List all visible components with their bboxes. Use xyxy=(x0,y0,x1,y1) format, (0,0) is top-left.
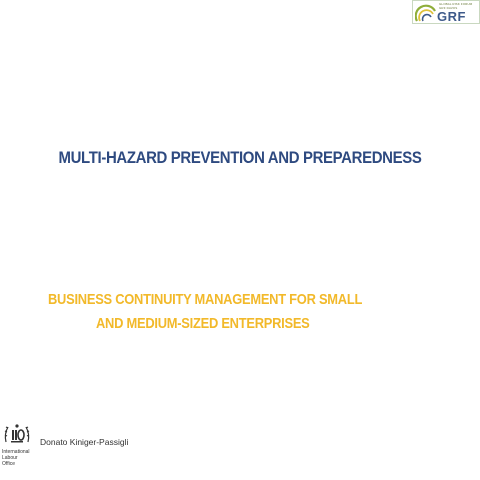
grf-main-text: GRF xyxy=(437,9,466,24)
ilo-label xyxy=(2,449,30,467)
subtitle-line-2: AND MEDIUM-SIZED ENTERPRISES xyxy=(96,315,310,332)
author-name: Donato Kiniger-Passigli xyxy=(40,437,129,447)
grf-small-text: GLOBAL RISK FORUM GRF DAVOS xyxy=(439,2,473,10)
grf-swirl-icon xyxy=(415,3,437,23)
ilo-label-line: Labour xyxy=(2,455,18,461)
slide-title: MULTI-HAZARD PREVENTION AND PREPAREDNESS xyxy=(58,148,422,167)
ilo-label-line: International xyxy=(2,449,30,455)
subtitle-line-1: BUSINESS CONTINUITY MANAGEMENT FOR SMALL xyxy=(48,291,363,308)
ilo-emblem-icon xyxy=(2,420,32,450)
grf-logo xyxy=(412,0,480,24)
ilo-label-line: Office xyxy=(2,461,15,467)
